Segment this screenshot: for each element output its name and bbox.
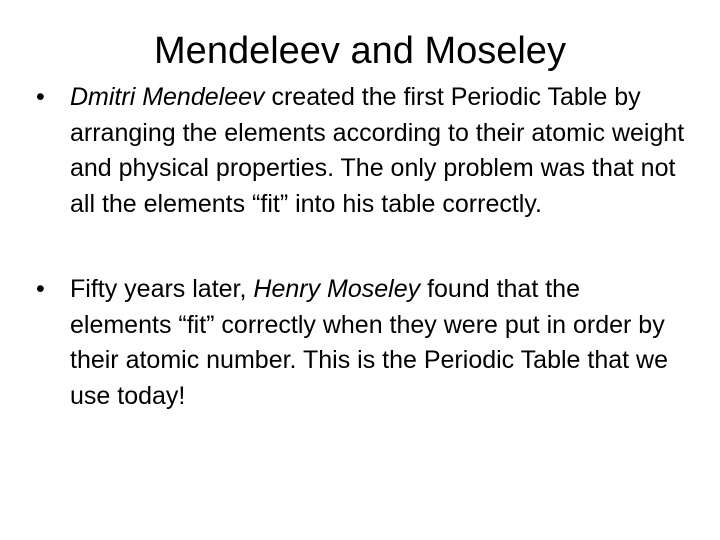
bullet-text-segment: found that the elements “fit” correctly when they were put in order by their atomic number. This is the Periodic Table that we use today! bbox=[70, 275, 668, 410]
bullet-text bbox=[70, 272, 686, 414]
bullet-item-moseley bbox=[36, 272, 686, 414]
slide-title: Mendeleev and Moseley bbox=[154, 30, 566, 72]
bullet-marker: • bbox=[36, 83, 45, 111]
bullet-list bbox=[36, 80, 686, 414]
bullet-text-segment: Dmitri Mendeleev bbox=[70, 83, 265, 111]
bullet-marker: • bbox=[36, 275, 45, 303]
bullet-text bbox=[70, 80, 686, 222]
bullet-text-segment: Fifty years later, bbox=[70, 275, 254, 303]
bullet-text-segment: Henry Moseley bbox=[253, 275, 421, 303]
bullet-text-segment: created the first Periodic Table by arranging the elements according to their atomic weight and physical properties. The only problem was that not all the elements “fit” into his table correctly. bbox=[70, 83, 685, 218]
bullet-item-mendeleev bbox=[36, 80, 686, 222]
